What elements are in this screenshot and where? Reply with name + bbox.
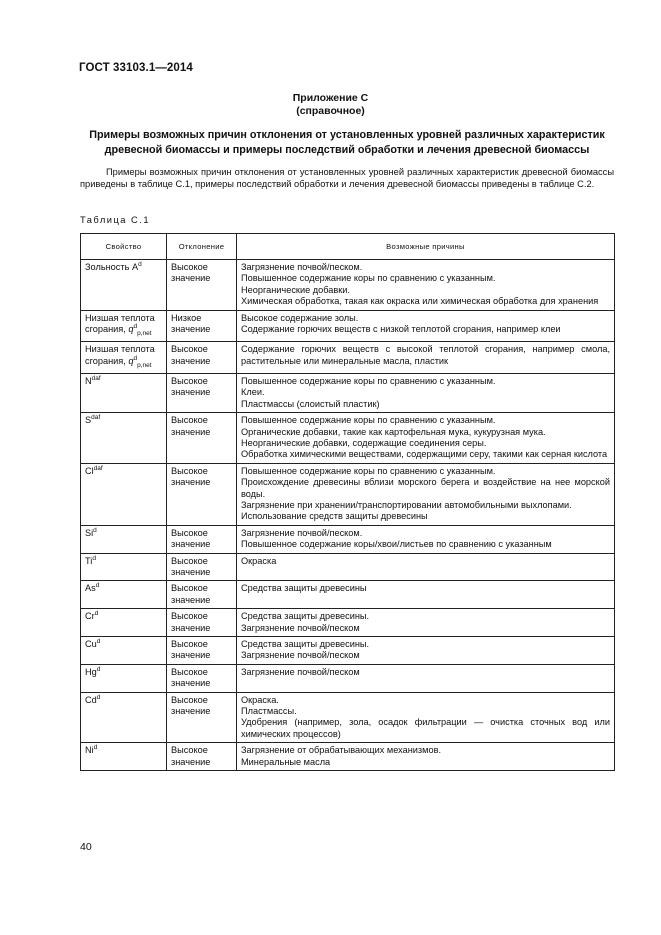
property-superscript: d (95, 582, 100, 590)
cause-item: Повышенное содержание коры по сравнению с указанным. (241, 273, 496, 284)
table-row (81, 525, 615, 553)
property-cell (81, 260, 167, 311)
property-cell (81, 743, 167, 771)
causes-cell (237, 609, 615, 637)
appendix-title: Приложение С (292, 92, 369, 104)
deviation-cell: Низкое значение (167, 310, 237, 342)
header-deviation: Отклонение (167, 234, 237, 260)
property-cell (81, 373, 167, 412)
deviation-cell: Высокое значение (167, 373, 237, 412)
causes-cell (237, 743, 615, 771)
intro-text: Примеры возможных причин отклонения от установленных уровней различных характеристик древесной биомассы приведены в таблице С.1, примеры последствий обработки и лечения древесной биомассы приведены в таблице С.2. (80, 167, 614, 189)
property-superscript: d (133, 322, 138, 330)
property-symbol: S (85, 415, 92, 426)
page-number: 40 (80, 841, 92, 853)
header-property: Свойство (81, 234, 167, 260)
cause-item: Пластмассы (слоистый пластик) (241, 398, 380, 409)
property-superscript: d (96, 637, 101, 645)
property-symbol: Cl (85, 465, 94, 476)
cause-item: Содержание горючих веществ с низкой теплотой сгорания, например клеи (241, 324, 561, 335)
cause-item: Содержание горючих веществ с высокой теплотой сгорания, например смола, растительные или минеральные масла, пластик (241, 344, 610, 366)
property-symbol: q (128, 355, 134, 366)
property-symbol: Ni (85, 745, 94, 756)
table-row (81, 664, 615, 692)
cause-item: Загрязнение от обрабатывающих механизмов. (241, 745, 442, 756)
cause-item: Химическая обработка, такая как окраска или химическая обработка для хранения (241, 296, 599, 307)
property-symbol: Si (85, 527, 94, 538)
cause-item: Окраска (241, 555, 277, 566)
property-symbol: Cd (85, 694, 97, 705)
causes-cell (237, 463, 615, 525)
property-cell (81, 609, 167, 637)
intro-paragraph (80, 166, 614, 190)
property-cell (81, 310, 167, 342)
property-superscript: d (94, 610, 99, 618)
table-row (81, 553, 615, 581)
section-heading: Примеры возможных причин отклонения от установленных уровней различных характеристик древесной биомассы и примеры последствий обработки и лечения древесной биомассы (89, 129, 605, 156)
causes-cell (237, 413, 615, 464)
property-name: Низшая теплота сгорания, (85, 344, 155, 366)
cause-item: Средства защиты древесины. (241, 639, 370, 650)
property-superscript: d (92, 554, 96, 562)
property-cell (81, 637, 167, 665)
causes-table (80, 233, 615, 771)
cause-item: Загрязнение почвой/песком (241, 622, 360, 633)
causes-cell (237, 525, 615, 553)
deviation-cell: Высокое значение (167, 743, 237, 771)
property-cell (81, 342, 167, 374)
cause-item: Загрязнение почвой/песком. (241, 262, 363, 272)
deviation-cell: Высокое значение (167, 581, 237, 609)
property-symbol: Hg (85, 666, 97, 677)
table-row (81, 342, 615, 374)
property-cell (81, 664, 167, 692)
cause-item: Окраска. (241, 694, 279, 705)
causes-cell (237, 664, 615, 692)
table-header-row (81, 234, 615, 260)
header-causes: Возможные причины (237, 234, 615, 260)
cause-item: Происхождение древесины вблизи морского берега и воздействие на нее морской воды. (241, 477, 610, 499)
cause-item: Пластмассы. (241, 706, 297, 717)
cause-item: Повышенное содержание коры по сравнению с указанным. (241, 415, 496, 426)
property-subscript: p,net (137, 361, 152, 369)
cause-item: Органические добавки, такие как картофельная мука, кукурузная мука. (241, 426, 546, 437)
causes-cell (237, 310, 615, 342)
table-row (81, 692, 615, 743)
property-cell (81, 525, 167, 553)
deviation-cell: Высокое значение (167, 525, 237, 553)
table-caption: Таблица С.1 (80, 215, 151, 225)
property-symbol: N (85, 375, 92, 386)
property-symbol: Cu (85, 639, 97, 650)
table-row (81, 637, 615, 665)
cause-item: Средства защиты древесины (241, 583, 367, 594)
causes-cell (237, 581, 615, 609)
property-symbol: As (85, 583, 96, 594)
property-superscript: d (133, 354, 138, 362)
cause-item: Высокое содержание золы. (241, 312, 359, 323)
cause-item: Неорганические добавки. (241, 284, 350, 295)
table-row (81, 609, 615, 637)
deviation-cell: Высокое значение (167, 609, 237, 637)
causes-cell (237, 553, 615, 581)
property-superscript: d (93, 744, 98, 752)
cause-item: Минеральные масла (241, 756, 331, 767)
table-row (81, 581, 615, 609)
deviation-cell: Высокое значение (167, 413, 237, 464)
property-subscript: p,net (137, 329, 152, 337)
cause-item: Использование средств защиты древесины (241, 511, 428, 522)
property-symbol: Cr (85, 611, 95, 622)
property-superscript: d (96, 665, 101, 673)
property-cell (81, 463, 167, 525)
cause-item: Повышенное содержание коры по сравнению с указанным. (241, 375, 496, 386)
causes-cell (237, 260, 615, 311)
property-superscript: d (93, 526, 97, 534)
cause-item: Неорганические добавки, содержащие соединения серы. (241, 437, 487, 448)
property-superscript: daf (91, 414, 101, 422)
cause-item: Загрязнение при хранении/транспортировании автомобильными выхлопами. (241, 499, 572, 510)
table-body (81, 260, 615, 771)
document-code: ГОСТ 33103.1—2014 (79, 62, 193, 74)
cause-item: Загрязнение почвой/песком (241, 650, 360, 661)
cause-item: Загрязнение почвой/песком (241, 666, 360, 677)
deviation-cell: Высокое значение (167, 342, 237, 374)
appendix-subtitle: (справочное) (296, 105, 365, 117)
table-row (81, 413, 615, 464)
cause-item: Клеи. (241, 387, 265, 398)
cause-item: Повышенное содержание коры по сравнению с указанным. (241, 465, 496, 476)
cause-item: Обработка химическими веществами, содержащими серу, такими как серная кислота (241, 449, 608, 460)
table-row (81, 743, 615, 771)
causes-cell (237, 692, 615, 743)
deviation-cell: Высокое значение (167, 664, 237, 692)
property-cell (81, 581, 167, 609)
deviation-cell: Высокое значение (167, 637, 237, 665)
property-superscript: daf (91, 374, 101, 382)
property-cell (81, 692, 167, 743)
deviation-cell: Высокое значение (167, 692, 237, 743)
table-row (81, 310, 615, 342)
causes-cell (237, 637, 615, 665)
deviation-cell: Высокое значение (167, 553, 237, 581)
property-symbol: A (131, 262, 139, 272)
deviation-cell: Высокое значение (167, 463, 237, 525)
cause-item: Средства защиты древесины. (241, 611, 370, 622)
property-symbol: q (128, 324, 134, 335)
property-name: Низшая теплота сгорания, (85, 312, 155, 335)
property-cell (81, 553, 167, 581)
causes-cell (237, 342, 615, 374)
property-symbol: Ti (85, 555, 93, 566)
property-cell (81, 413, 167, 464)
deviation-cell: Высокое значение (167, 260, 237, 311)
table-row (81, 463, 615, 525)
property-superscript: d (96, 693, 101, 701)
property-name: Зольность (85, 262, 130, 272)
property-superscript: d (138, 260, 142, 268)
causes-cell (237, 373, 615, 412)
property-superscript: daf (93, 464, 103, 472)
cause-item: Загрязнение почвой/песком. (241, 527, 363, 538)
table-row (81, 260, 615, 311)
cause-item: Удобрения (например, зола, осадок фильтрации — очистка сточных вод или химических процессов) (241, 717, 610, 739)
table-row (81, 373, 615, 412)
cause-item: Повышенное содержание коры/хвои/листьев по сравнению с указанным (241, 539, 552, 550)
